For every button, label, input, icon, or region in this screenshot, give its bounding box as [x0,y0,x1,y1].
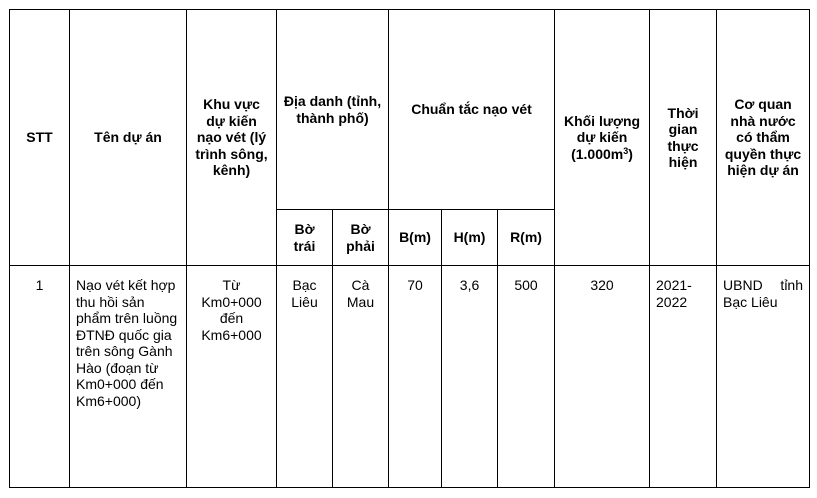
cell-co-quan: UBND tỉnh Bạc Liêu [717,266,810,488]
cell-h: 3,6 [442,266,498,488]
cell-khoi-luong: 320 [555,266,650,488]
header-thoi-gian: Thời gian thực hiện [650,10,717,266]
cell-stt: 1 [10,266,70,488]
header-chuan-tac: Chuẩn tắc nạo vét [389,10,555,210]
header-h: H(m) [442,210,498,266]
header-r: R(m) [498,210,555,266]
cell-khu-vuc: Từ Km0+000 đến Km6+000 [187,266,277,488]
header-co-quan: Cơ quan nhà nước có thẩm quyền thực hiện dự án [717,10,810,266]
cell-bo-phai: Cà Mau [333,266,389,488]
header-b: B(m) [389,210,442,266]
header-bo-trai: Bờ trái [277,210,333,266]
header-khoi-luong [555,10,650,266]
cell-bo-trai: Bạc Liêu [277,266,333,488]
table-row [10,266,810,488]
header-stt: STT [10,10,70,266]
header-khoi-luong-sup: 3 [623,145,629,156]
cell-thoi-gian: 2021-2022 [650,266,717,488]
cell-r: 500 [498,266,555,488]
cell-b: 70 [389,266,442,488]
project-table [9,9,810,488]
header-dia-danh: Địa danh (tỉnh, thành phố) [277,10,389,210]
cell-ten-du-an: Nạo vét kết hợp thu hồi sản phẩm trên luồng ĐTNĐ quốc gia trên sông Gành Hào (đoạn từ Km0+000 đến Km6+000) [70,266,187,488]
header-khu-vuc: Khu vực dự kiến nạo vét (lý trình sông, kênh) [187,10,277,266]
header-khoi-luong-text: Khối lượng dự kiến (1.000m [563,112,641,162]
header-ten-du-an: Tên dự án [70,10,187,266]
header-khoi-luong-end: ) [628,145,633,162]
header-bo-phai: Bờ phải [333,210,389,266]
